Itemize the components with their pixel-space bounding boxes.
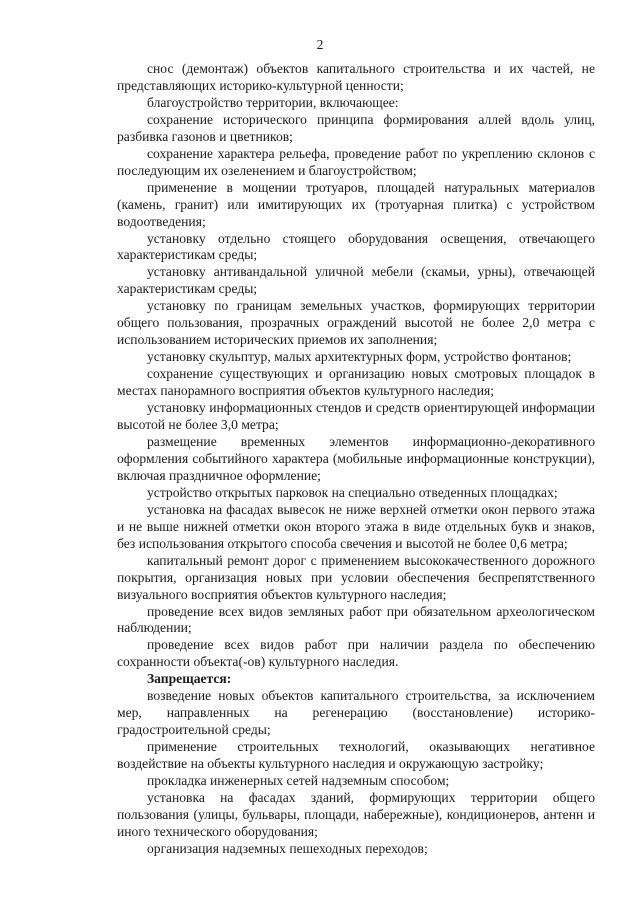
paragraph: прокладка инженерных сетей надземным способом; [147, 773, 450, 789]
paragraph: установку антивандальной уличной мебели (скамьи, урны), отвечающей характеристикам среды; [117, 264, 595, 297]
paragraph: установку скульптур, малых архитектурных форм, устройство фонтанов; [147, 349, 572, 365]
paragraph: проведение всех видов работ при наличии раздела по обеспечению сохранности объекта(-ов) культурного наследия. [117, 637, 595, 670]
paragraph: снос (демонтаж) объектов капитального строительства и их частей, не представляющих историко-культурной ценности; [117, 61, 595, 93]
paragraph: установка на фасадах вывесок не ниже верхней отметки окон первого этажа и не выше нижней отметки окон второго этажа в виде отдельных букв и знаков, без использования открытого способа свечения и высотой не более 0,6 метра; [117, 501, 595, 551]
paragraph: устройство открытых парковок на специально отведенных площадках; [147, 484, 558, 500]
paragraph: капитальный ремонт дорог с применением высококачественного дорожного покрытия, организация новых при условии обеспечения беспрепятственного визуального восприятия объектов культурного наследия; [117, 552, 595, 602]
paragraph: проведение всех видов земляных работ при обязательном археологическом наблюдении; [117, 603, 595, 636]
paragraph: организация надземных пешеходных переходов; [147, 840, 428, 856]
section-heading: Запрещается: [147, 671, 232, 687]
paragraph: установку отдельно стоящего оборудования освещения, отвечающего характеристикам среды; [117, 230, 595, 263]
paragraph: сохранение существующих и организацию новых смотровых площадок в местах панорамного восприятия объектов культурного наследия; [117, 366, 595, 399]
paragraph: установку по границам земельных участков, формирующих территории общего пользования, прозрачных ограждений высотой не более 2,0 метра с использованием исторических приемов их заполнения; [117, 298, 595, 348]
document-body [117, 61, 595, 858]
paragraph: применение строительных технологий, оказывающих негативное воздействие на объекты культурного наследия и окружающую застройку; [117, 739, 595, 772]
paragraph: сохранение исторического принципа формирования аллей вдоль улиц, разбивка газонов и цветников; [117, 111, 595, 144]
paragraph: сохранение характера рельефа, проведение работ по укреплению склонов с последующим их озеленением и благоустройством; [117, 145, 595, 178]
paragraph: возведение новых объектов капитального строительства, за исключением мер, направленных на регенерацию (восстановление) историко-градостроительной среды; [117, 688, 595, 738]
paragraph: установка на фасадах зданий, формирующих территории общего пользования (улицы, бульвары, площади, набережные), кондиционеров, антенн и иного технического оборудования; [117, 789, 595, 839]
page-number: 2 [316, 37, 324, 52]
paragraph: установку информационных стендов и средств ориентирующей информации высотой не более 3,0 метра; [117, 400, 595, 433]
paragraph: применение в мощении тротуаров, площадей натуральных материалов (камень, гранит) или имитирующих их (тротуарная плитка) с устройством водоотведения; [117, 179, 595, 229]
paragraph: размещение временных элементов информационно-декоративного оформления событийного характера (мобильные информационные конструкции), включая праздничное оформление; [117, 433, 595, 483]
paragraph: благоустройство территории, включающее: [147, 94, 399, 110]
